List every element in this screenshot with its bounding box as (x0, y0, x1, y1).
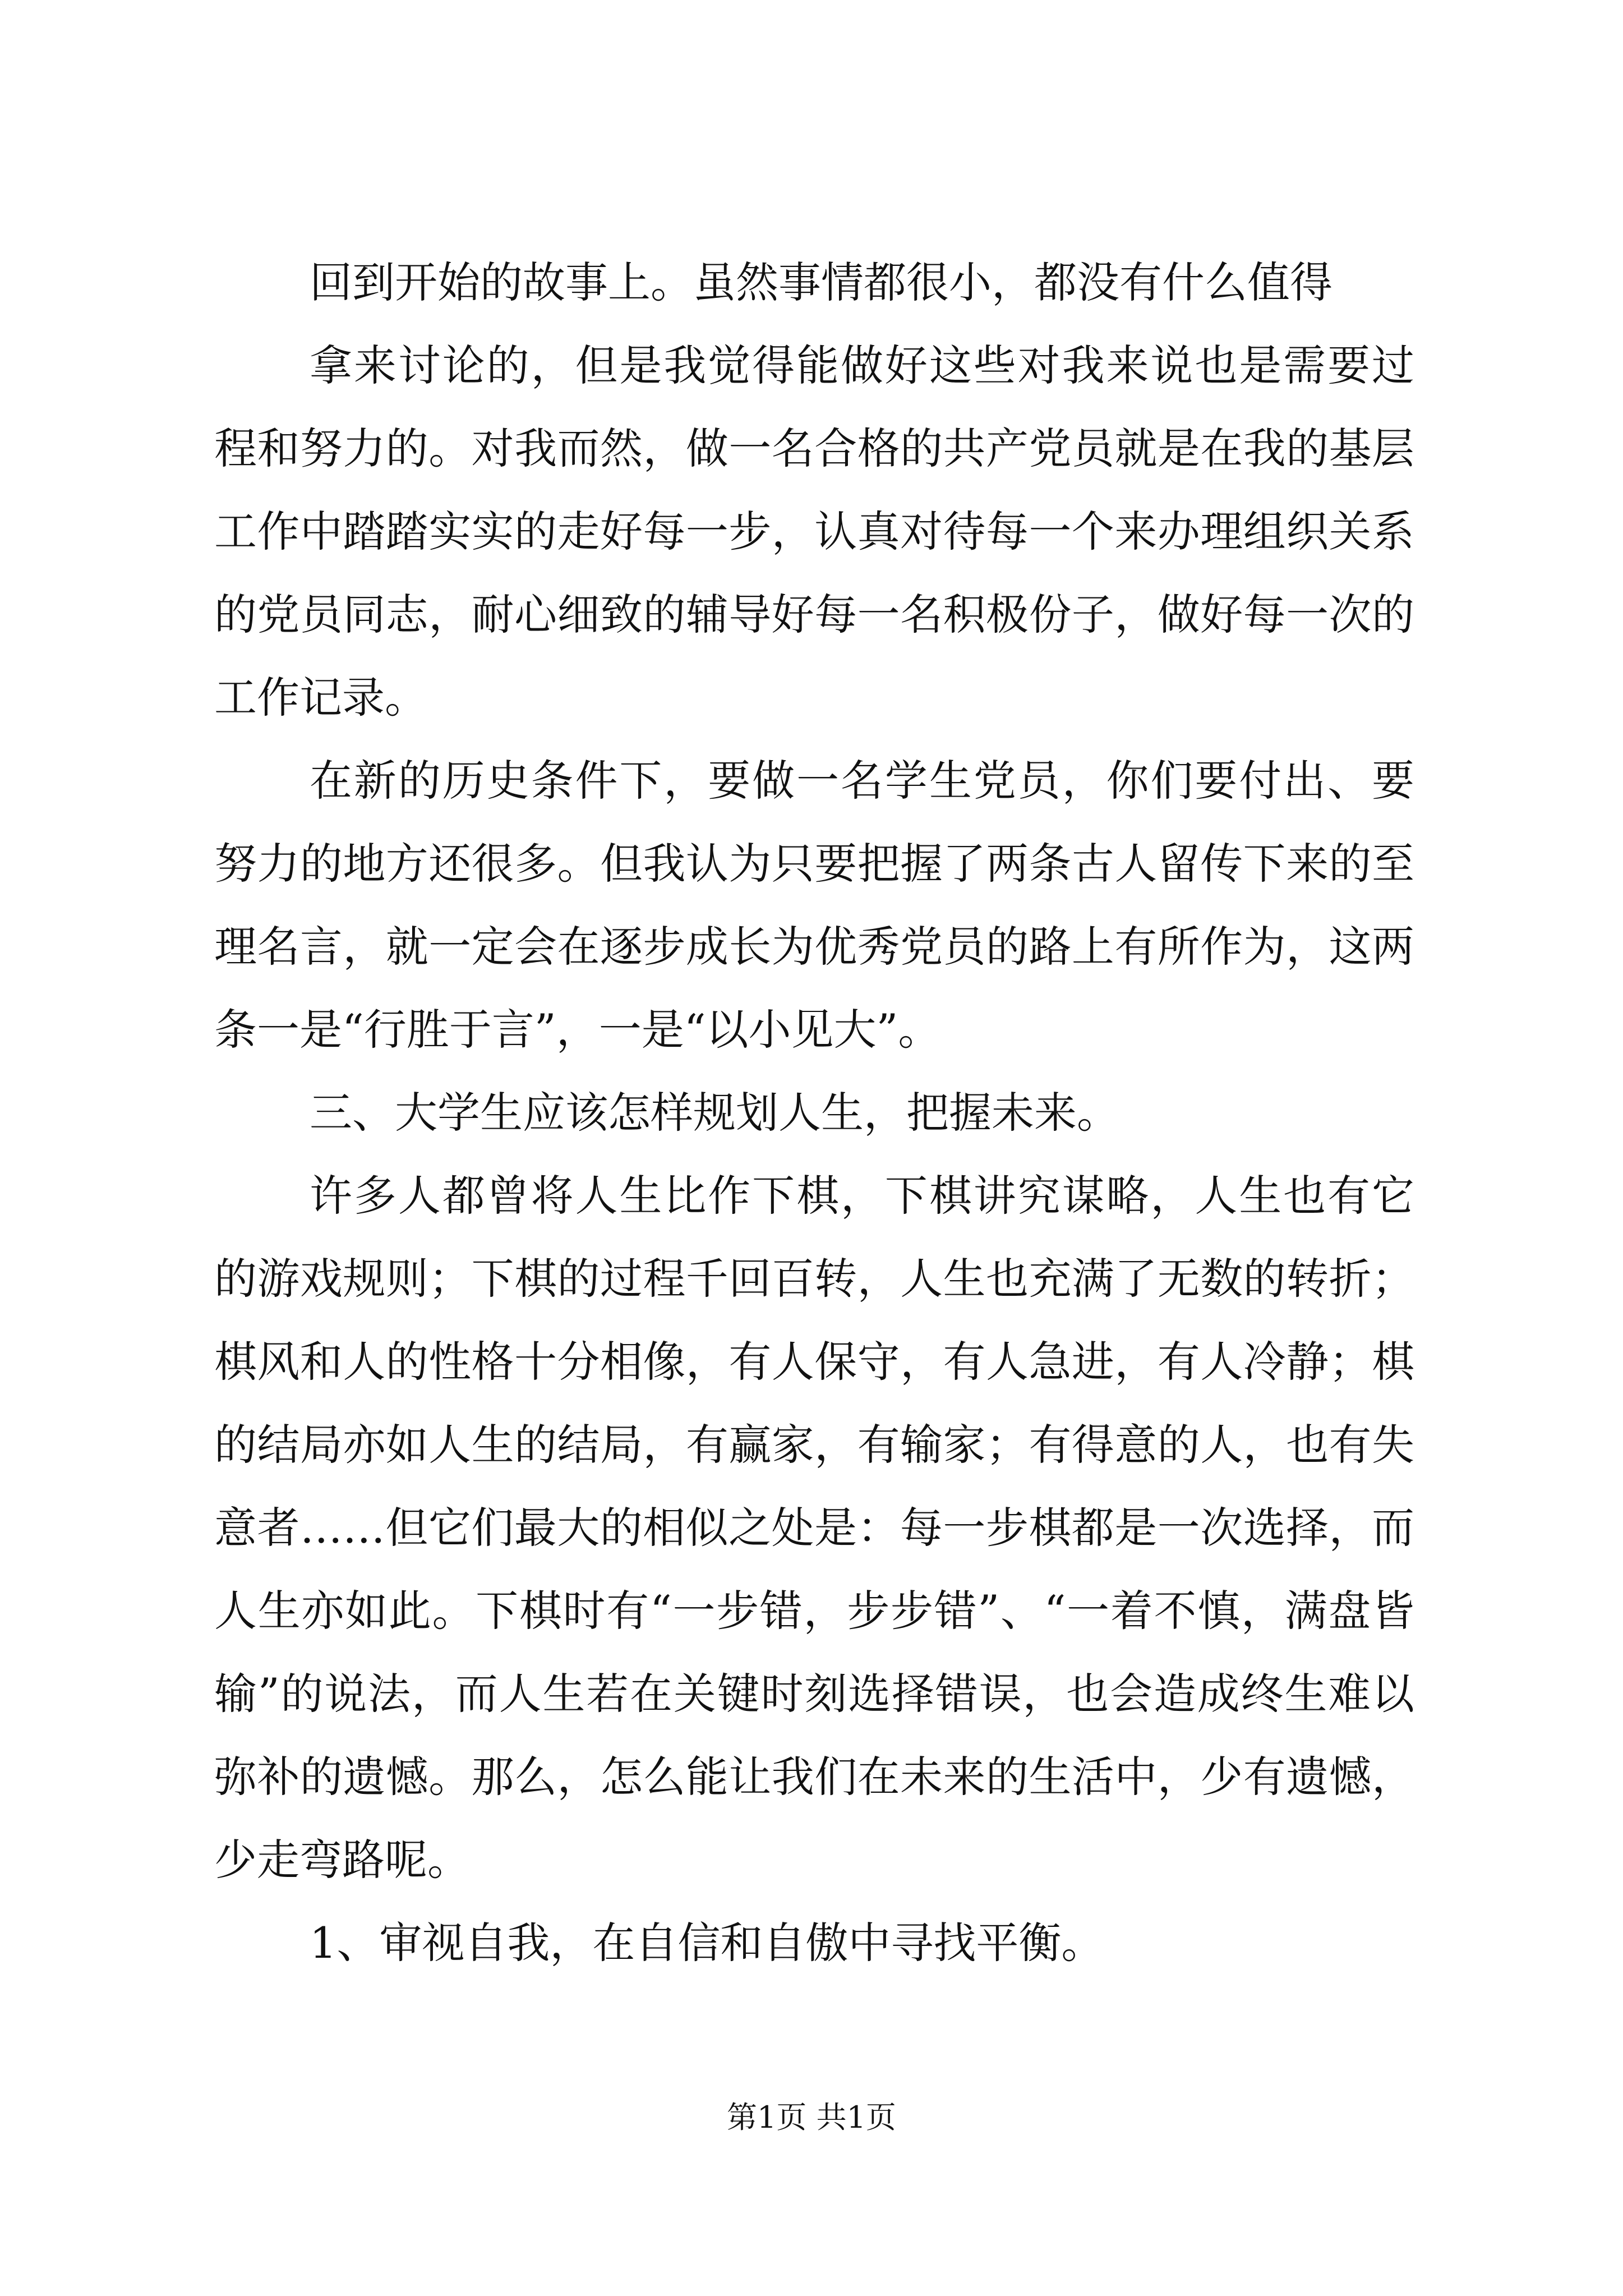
paragraph-5: 许多人都曾将人生比作下棋，下棋讲究谋略，人生也有它的游戏规则；下棋的过程千回百转，人生也充满了无数的转折；棋风和人的性格十分相像，有人保守，有人急进，有人冷静；棋的结局亦如人生的结局，有赢家，有输家；有得意的人，也有失意者……但它们最大的相似之处是：每一步棋都是一次选择，而人生亦如此。下棋时有“一步错，步步错”、“一着不慎，满盘皆输”的说法，而人生若在关键时刻选择错误，也会造成终生难以弥补的遗憾。那么，怎么能让我们在未来的生活中，少有遗憾，少走弯路呢。 (214, 1171, 1414, 1885)
section-heading-3: 三、大学生应该怎样规划人生，把握未来。 (310, 1088, 1119, 1138)
paragraph-1: 回到开始的故事上。虽然事情都很小，都没有什么值得 (310, 257, 1332, 307)
paragraph-2: 拿来讨论的，但是我觉得能做好这些对我来说也是需要过程和努力的。对我而然，做一名合格的共产党员就是在我的基层工作中踏踏实实的走好每一步，认真对待每一个来办理组织关系的党员同志，耐心细致的辅导好每一名积极份子，做好每一次的工作记录。 (214, 341, 1414, 723)
page-footer: 第1页 共1页 (727, 2100, 896, 2135)
document-body (214, 241, 1414, 1985)
subsection-heading-1: 1、审视自我，在自信和自傲中寻找平衡。 (310, 1918, 1104, 1968)
paragraph-3: 在新的历史条件下，要做一名学生党员，你们要付出、要努力的地方还很多。但我认为只要把握了两条古人留传下来的至理名言，就一定会在逐步成长为优秀党员的路上有所作为，这两条一是“行胜于言”，一是“以小见大”。 (214, 756, 1414, 1055)
